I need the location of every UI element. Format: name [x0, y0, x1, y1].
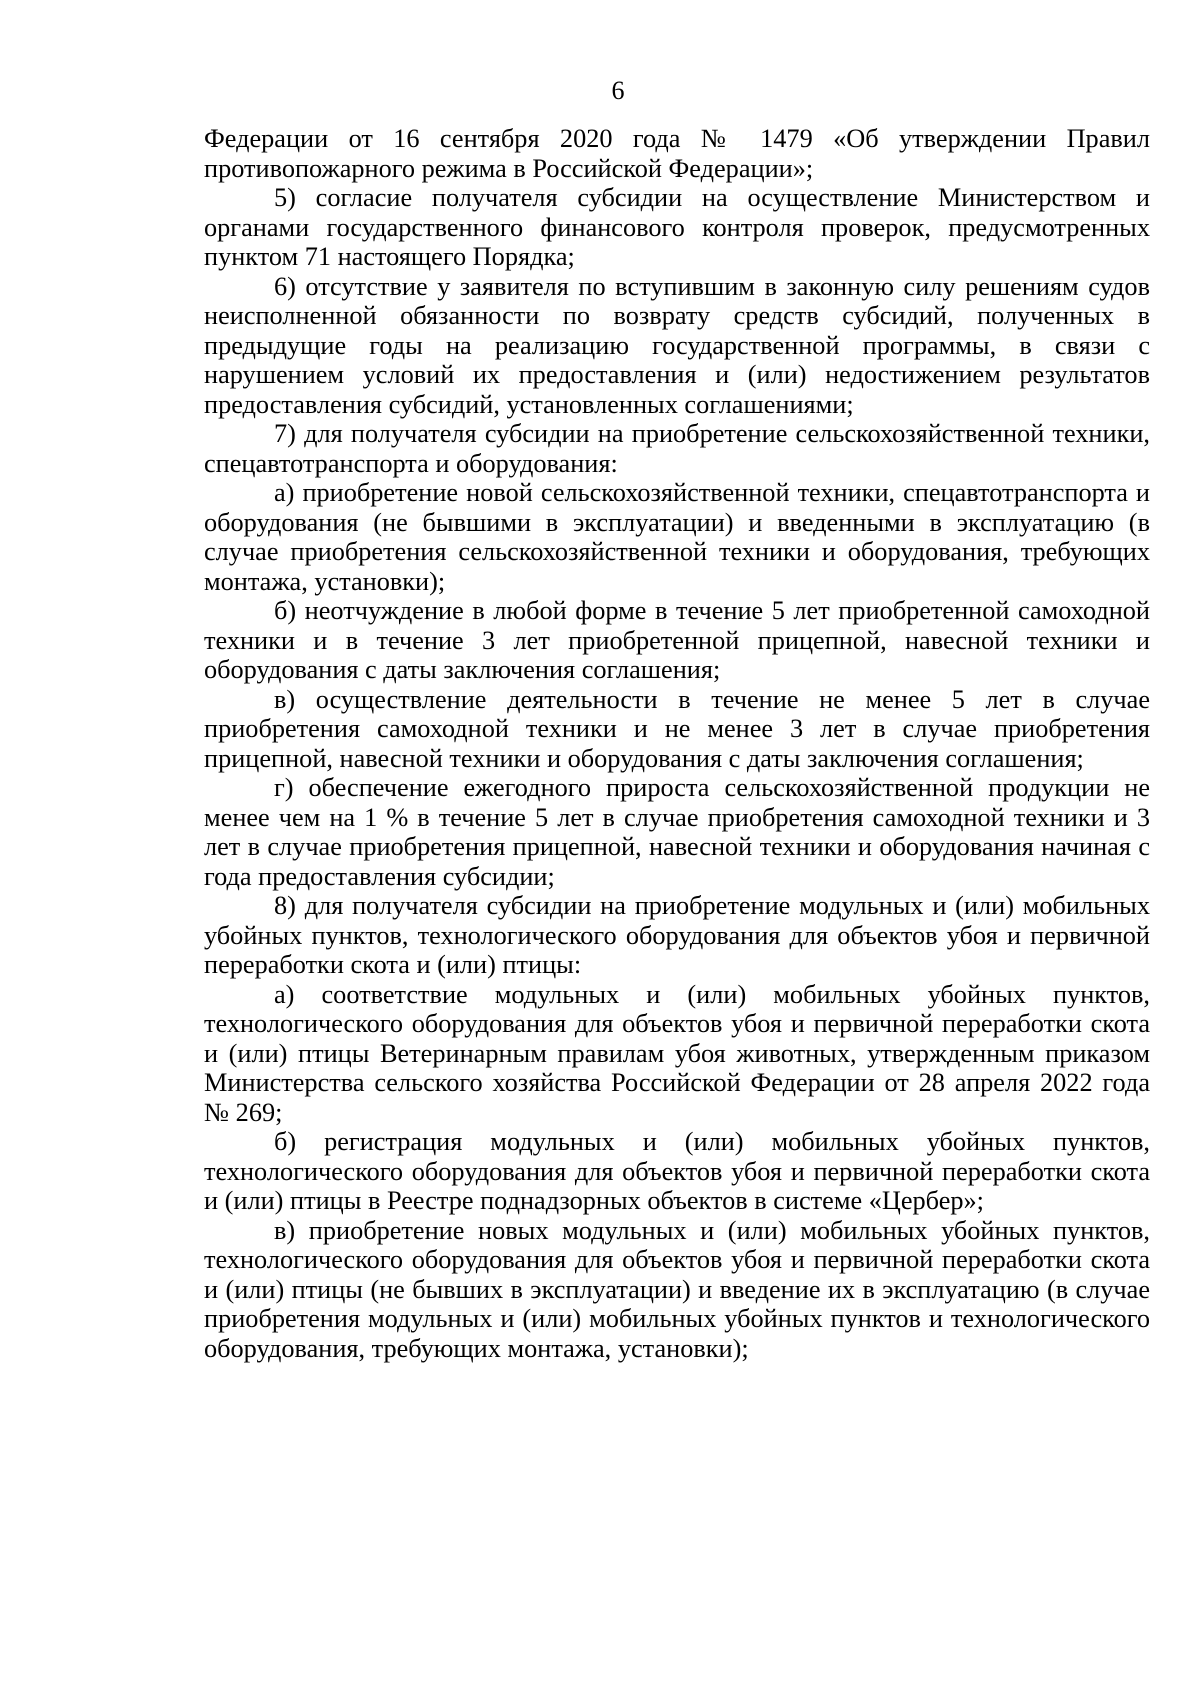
paragraph-item-5: 5) согласие получателя субсидии на осуществление Министерством и органами государственного финансового контроля проверок, предусмотренных пунктом 71 настоящего Порядка;: [204, 183, 1150, 271]
paragraph-item-7v: в) осуществление деятельности в течение не менее 5 лет в случае приобретения самоходной техники и не менее 3 лет в случае приобретения прицепной, навесной техники и оборудования с даты заключения соглашения;: [204, 684, 1150, 773]
paragraph-item-7a: а) приобретение новой сельскохозяйственной техники, спецавтотранспорта и оборудования (не бывшими в эксплуатации) и введенными в эксплуатацию (в случае приобретения сельскохозяйственной техники и оборудования, требующих монтажа, установки);: [204, 478, 1150, 596]
paragraph-item-8: 8) для получателя субсидии на приобретение модульных и (или) мобильных убойных пунктов, технологического оборудования для объектов убоя и первичной переработки скота и (или) птицы:: [204, 891, 1150, 979]
paragraph-item-7g: г) обеспечение ежегодного прироста сельскохозяйственной продукции не менее чем на 1 % в течение 5 лет в случае приобретения самоходной техники и 3 лет в случае приобретения прицепной, навесной техники и оборудования начиная с года предоставления субсидии;: [204, 773, 1150, 891]
paragraph-item-8v: в) приобретение новых модульных и (или) мобильных убойных пунктов, технологического оборудования для объектов убоя и первичной переработки скота и (или) птицы (не бывших в эксплуатации) и введение их в эксплуатацию (в случае приобретения модульных и (или) мобильных убойных пунктов и технологического оборудования, требующих монтажа, установки);: [204, 1215, 1150, 1363]
paragraph-item-7b: б) неотчуждение в любой форме в течение 5 лет приобретенной самоходной техники и в течение 3 лет приобретенной прицепной, навесной техники и оборудования с даты заключения соглашения;: [204, 596, 1150, 684]
paragraph-item-7: 7) для получателя субсидии на приобретение сельскохозяйственной техники, спецавтотранспорта и оборудования:: [204, 419, 1150, 478]
page-number: 6: [611, 76, 625, 105]
paragraph-continuation: Федерации от 16 сентября 2020 года № 1479 «Об утверждении Правил противопожарного режима в Российской Федерации»;: [204, 124, 1150, 183]
paragraph-item-6: 6) отсутствие у заявителя по вступившим в законную силу решениям судов неисполненной обязанности по возврату средств субсидий, полученных в предыдущие годы на реализацию государственной программы, в связи с нарушением условий их предоставления и (или) недостижением результатов предоставления субсидий, установленных соглашениями;: [204, 271, 1150, 419]
document-body: [204, 124, 1150, 1363]
paragraph-item-8b: б) регистрация модульных и (или) мобильных убойных пунктов, технологического оборудования для объектов убоя и первичной переработки скота и (или) птицы в Реестре поднадзорных объектов в системе «Цербер»;: [204, 1127, 1150, 1215]
paragraph-item-8a: а) соответствие модульных и (или) мобильных убойных пунктов, технологического оборудования для объектов убоя и первичной переработки скота и (или) птицы Ветеринарным правилам убоя животных, утвержденным приказом Министерства сельского хозяйства Российской Федерации от 28 апреля 2022 года № 269;: [204, 979, 1150, 1127]
